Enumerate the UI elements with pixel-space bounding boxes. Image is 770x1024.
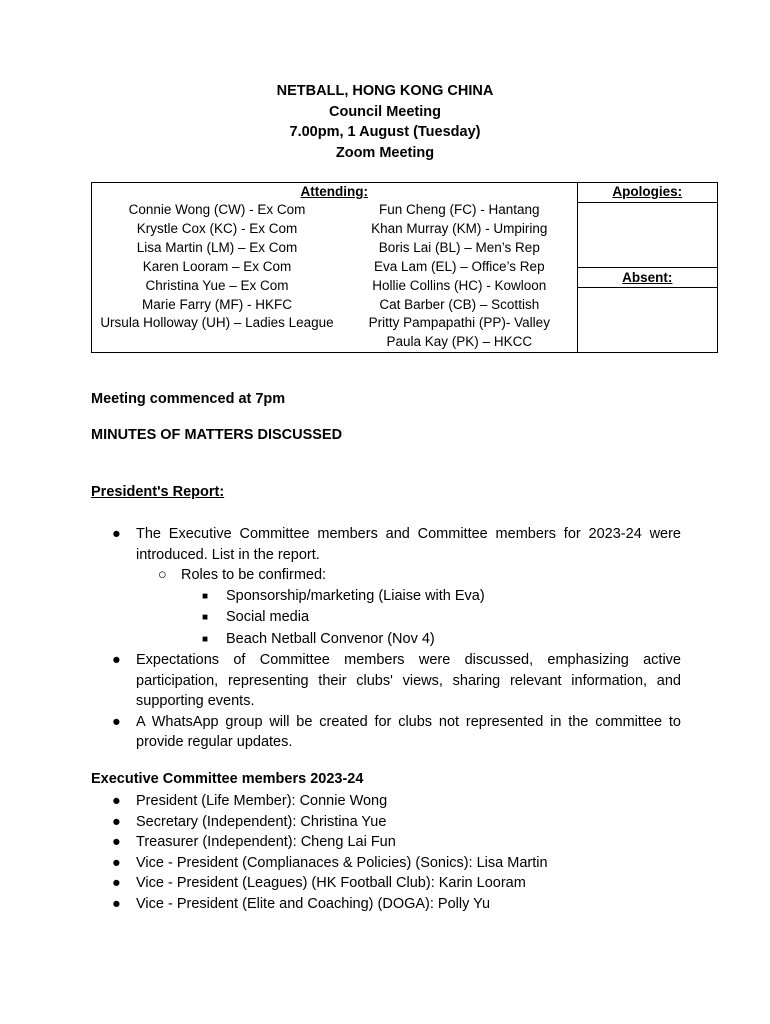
attendee: Ursula Holloway (UH) – Ladies League <box>100 315 334 331</box>
bullet-icon: ● <box>112 895 121 912</box>
list-item: ● A WhatsApp group will be created for clubs not represented in the committee to provide regular updates. <box>112 713 681 750</box>
bullet-icon: ● <box>112 793 121 809</box>
role-item: ■ Social media <box>91 607 681 629</box>
attending-right-column <box>342 201 577 352</box>
list-item: ● Expectations of Committee members were discussed, emphasizing active participation, representing their clubs' views, sharing relevant information, and supporting events. <box>112 652 681 709</box>
attendee: Eva Lam (EL) – Office’s Rep <box>374 258 545 274</box>
attendee: Christina Yue – Ex Com <box>145 277 289 293</box>
apologies-absent-cell <box>577 183 717 353</box>
attending-cell <box>92 183 578 353</box>
bullet-icon: ● <box>112 526 121 542</box>
attending-label: Attending: <box>300 184 369 199</box>
exec-committee-list <box>91 791 548 914</box>
list-item: ● Vice - President (Complianaces & Policies) (Sonics): Lisa Martin <box>91 853 548 874</box>
document-header <box>0 81 770 163</box>
meeting-venue: Zoom Meeting <box>335 144 435 161</box>
list-item: ● Secretary (Independent): Christina Yue <box>91 812 548 833</box>
presidents-report-heading: President's Report: <box>91 484 225 500</box>
circle-bullet-icon: ○ <box>158 567 167 583</box>
attendance-table <box>91 182 718 353</box>
square-bullet-icon: ■ <box>202 612 209 623</box>
meeting-type: Council Meeting <box>329 103 441 120</box>
presidents-report-list <box>91 524 681 753</box>
role-item: ■ Sponsorship/marketing (Liaise with Eva) <box>91 586 681 608</box>
attending-left-column <box>92 201 342 352</box>
bullet-icon: ● <box>112 875 121 891</box>
attendee: Khan Murray (KM) - Umpiring <box>371 220 548 236</box>
minutes-heading: MINUTES OF MATTERS DISCUSSED <box>91 427 343 443</box>
absent-label: Absent: <box>578 267 717 288</box>
apologies-label: Apologies: <box>578 183 717 203</box>
sub-list-item: ○ Roles to be confirmed: <box>91 565 681 586</box>
attendee: Lisa Martin (LM) – Ex Com <box>136 239 298 255</box>
square-bullet-icon: ■ <box>202 633 209 645</box>
attendee: Cat Barber (CB) – Scottish <box>379 296 540 312</box>
meeting-commenced: Meeting commenced at 7pm <box>91 391 286 407</box>
attendee: Fun Cheng (FC) - Hantang <box>379 202 540 217</box>
attendee: Boris Lai (BL) – Men’s Rep <box>378 239 540 255</box>
bullet-icon: ● <box>112 834 121 850</box>
attendee: Hollie Collins (HC) - Kowloon <box>372 277 547 293</box>
attendee: Connie Wong (CW) - Ex Com <box>128 202 306 217</box>
bullet-icon: ● <box>112 713 121 730</box>
list-item: ● Vice - President (Leagues) (HK Football Club): Karin Looram <box>91 873 548 894</box>
org-title: NETBALL, HONG KONG CHINA <box>276 83 494 99</box>
attendee: Krystle Cox (KC) - Ex Com <box>136 220 298 236</box>
attendee: Pritty Pampapathi (PP)- Valley <box>368 315 550 331</box>
list-item: ● Vice - President (Elite and Coaching) (DOGA): Polly Yu <box>91 894 548 915</box>
bullet-icon: ● <box>112 813 121 830</box>
square-bullet-icon: ■ <box>202 590 209 602</box>
bullet-icon: ● <box>112 652 121 668</box>
attendee: Paula Kay (PK) – HKCC <box>386 334 533 350</box>
list-item: ● President (Life Member): Connie Wong <box>91 791 548 812</box>
attendee: Karen Looram – Ex Com <box>142 258 292 274</box>
list-item: ● Treasurer (Independent): Cheng Lai Fun <box>91 832 548 853</box>
meeting-datetime: 7.00pm, 1 August (Tuesday) <box>289 124 481 140</box>
role-item: ■ Beach Netball Convenor (Nov 4) <box>91 629 681 651</box>
attendee: Marie Farry (MF) - HKFC <box>142 296 292 312</box>
bullet-icon: ● <box>112 854 121 871</box>
exec-committee-heading: Executive Committee members 2023-24 <box>91 771 364 787</box>
list-item: ● The Executive Committee members and Committee members for 2023-24 were introduced. List in the report. <box>112 526 681 563</box>
